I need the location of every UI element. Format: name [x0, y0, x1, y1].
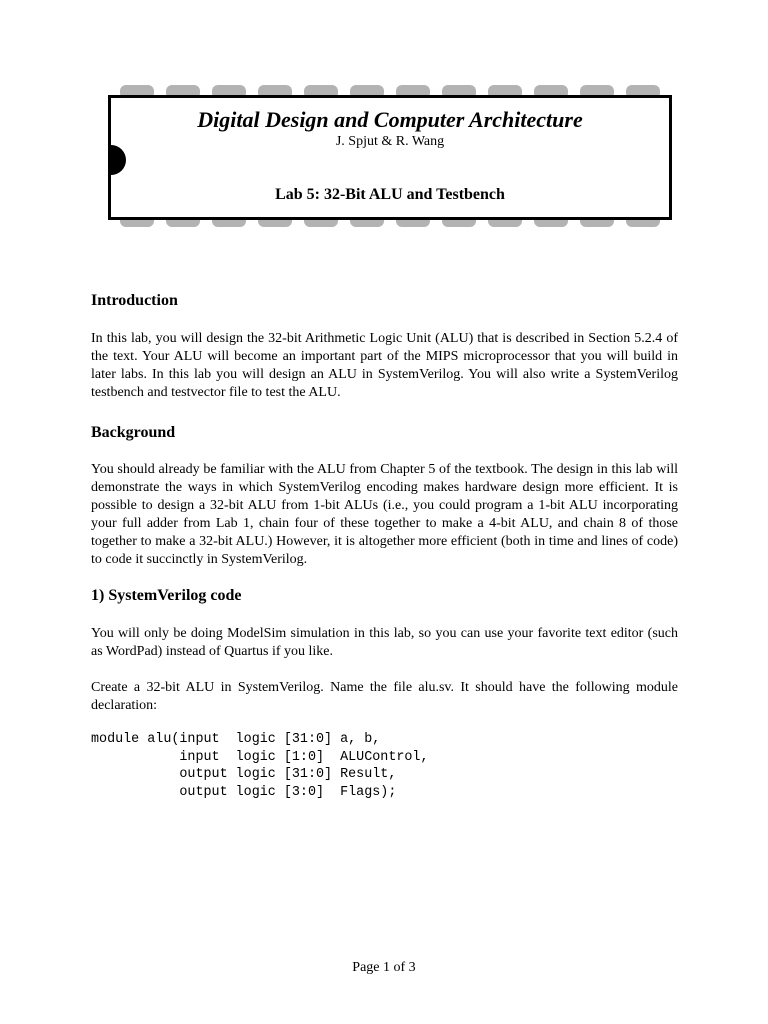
chip-body — [108, 95, 672, 220]
systemverilog-paragraph-1: You will only be doing ModelSim simulation in this lab, so you can use your favorite text editor (such as WordPad) instead of Quartus if you like. — [91, 626, 678, 659]
background-paragraph: You should already be familiar with the ALU from Chapter 5 of the textbook. The design in this lab will demonstrate the ways in which SystemVerilog encoding makes hardware design more efficient. It is possible to design a 32-bit ALU from 1-bit ALUs (i.e., you could program a 1-bit ALU incorporating your full adder from Lab 1, chain four of these together to make a 4-bit ALU, and chain 8 of those together to make a 32-bit ALU.) However, it is altogether more efficient (both in time and lines of code) to code it succinctly in SystemVerilog. — [91, 462, 678, 567]
introduction-paragraph: In this lab, you will design the 32-bit Arithmetic Logic Unit (ALU) that is described in Section 5.2.4 of the text. Your ALU will become an important part of the MIPS microprocessor that you will build in later labs. In this lab you will design an ALU in SystemVerilog. You will also write a SystemVerilog testbench and testvector file to test the ALU. — [91, 331, 678, 400]
lab-title: Lab 5: 32-Bit ALU and Testbench — [275, 186, 505, 203]
section-heading-introduction: Introduction — [91, 292, 178, 309]
section-heading-systemverilog: 1) SystemVerilog code — [91, 587, 242, 604]
page-number: Page 1 of 3 — [352, 960, 416, 975]
section-heading-background: Background — [91, 424, 176, 441]
module-declaration-code: module alu(input logic [31:0] a, b, input logic [1:0] ALUControl, output logic [31:0] Result, output logic [3:0] Flags); — [91, 732, 429, 800]
systemverilog-paragraph-2: Create a 32-bit ALU in SystemVerilog. Name the file alu.sv. It should have the following module declaration: — [91, 680, 678, 713]
document-title: Digital Design and Computer Architecture — [197, 107, 583, 132]
chip-header — [108, 85, 672, 227]
document-authors: J. Spjut & R. Wang — [335, 134, 445, 149]
